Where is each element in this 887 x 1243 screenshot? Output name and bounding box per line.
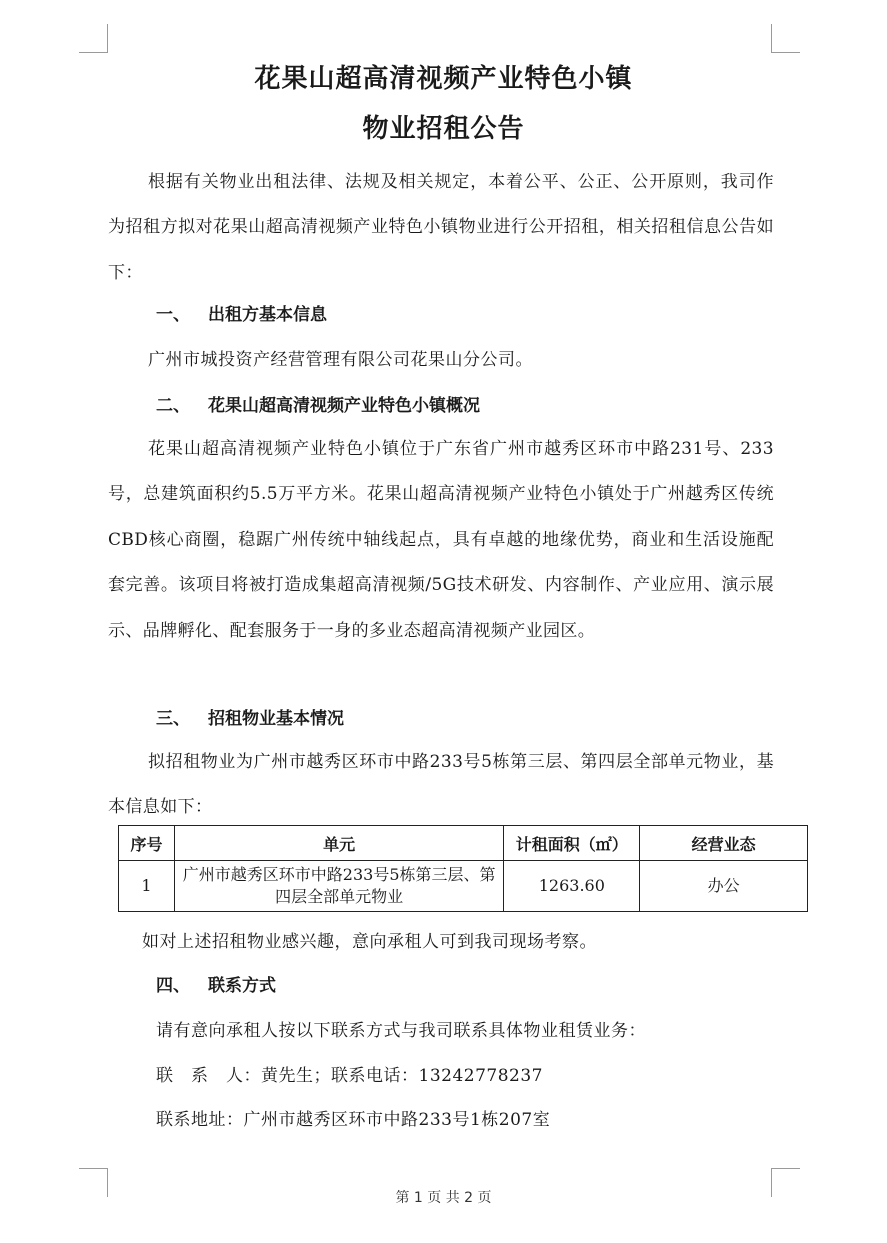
section2-heading bbox=[156, 396, 480, 416]
table-cell-unit: 广州市越秀区环市中路233号5栋第三层、第四层全部单元物业 bbox=[174, 861, 503, 912]
section2-title: 花果山超高清视频产业特色小镇概况 bbox=[208, 396, 480, 416]
table-cell-area: 1263.60 bbox=[504, 861, 640, 912]
section2-body: 花果山超高清视频产业特色小镇位于广东省广州市越秀区环市中路231号、233号，总建筑面积约5.5万平方米。花果山超高清视频产业特色小镇处于广州越秀区传统CBD核心商圈，稳踞广州传统中轴线起点，具有卓越的地缘优势，商业和生活设施配套完善。该项目将被打造成集超高清视频/5G技术研发、内容制作、产业应用、演示展示、品牌孵化、配套服务于一身的多业态超高清视频产业园区。 bbox=[108, 439, 774, 641]
table-cell-index: 1 bbox=[119, 861, 175, 912]
page-number-footer: 第 1 页 共 2 页 bbox=[395, 1190, 492, 1206]
document-title-line1: 花果山超高清视频产业特色小镇 bbox=[254, 64, 633, 94]
table-cell-usage: 办公 bbox=[640, 861, 808, 912]
section3-title: 招租物业基本情况 bbox=[208, 709, 344, 729]
section4-number: 四、 bbox=[156, 976, 190, 996]
section4-title: 联系方式 bbox=[208, 976, 276, 996]
corner-mark-top-right bbox=[771, 24, 800, 53]
section1-heading bbox=[156, 305, 327, 325]
section4-heading bbox=[156, 976, 276, 996]
section1-body: 广州市城投资产经营管理有限公司花果山分公司。 bbox=[148, 350, 533, 370]
table-header-usage: 经营业态 bbox=[640, 826, 808, 861]
section3-number: 三、 bbox=[156, 709, 190, 729]
table-header-unit: 单元 bbox=[174, 826, 503, 861]
contact-person-line: 联 系 人：黄先生；联系电话：13242778237 bbox=[156, 1066, 543, 1086]
document-title-line2: 物业招租公告 bbox=[362, 114, 525, 144]
section3-heading bbox=[156, 709, 344, 729]
contact-address-line: 联系地址：广州市越秀区环市中路233号1栋207室 bbox=[156, 1110, 551, 1130]
section1-title: 出租方基本信息 bbox=[208, 305, 327, 325]
corner-mark-top-left bbox=[79, 24, 108, 53]
section3-after-text: 如对上述招租物业感兴趣，意向承租人可到我司现场考察。 bbox=[142, 932, 597, 952]
section4-body: 请有意向承租人按以下联系方式与我司联系具体物业租赁业务： bbox=[156, 1021, 646, 1041]
table-row bbox=[119, 861, 808, 912]
table-header-row bbox=[119, 826, 808, 861]
section3-body: 拟招租物业为广州市越秀区环市中路233号5栋第三层、第四层全部单元物业，基本信息如下： bbox=[108, 752, 774, 818]
table-header-index: 序号 bbox=[119, 826, 175, 861]
section2-number: 二、 bbox=[156, 396, 190, 416]
property-table bbox=[118, 825, 808, 912]
intro-paragraph: 根据有关物业出租法律、法规及相关规定，本着公平、公正、公开原则，我司作为招租方拟对花果山超高清视频产业特色小镇物业进行公开招租，相关招租信息公告如下： bbox=[108, 172, 774, 283]
section1-number: 一、 bbox=[156, 305, 190, 325]
table-header-area: 计租面积（㎡） bbox=[504, 826, 640, 861]
